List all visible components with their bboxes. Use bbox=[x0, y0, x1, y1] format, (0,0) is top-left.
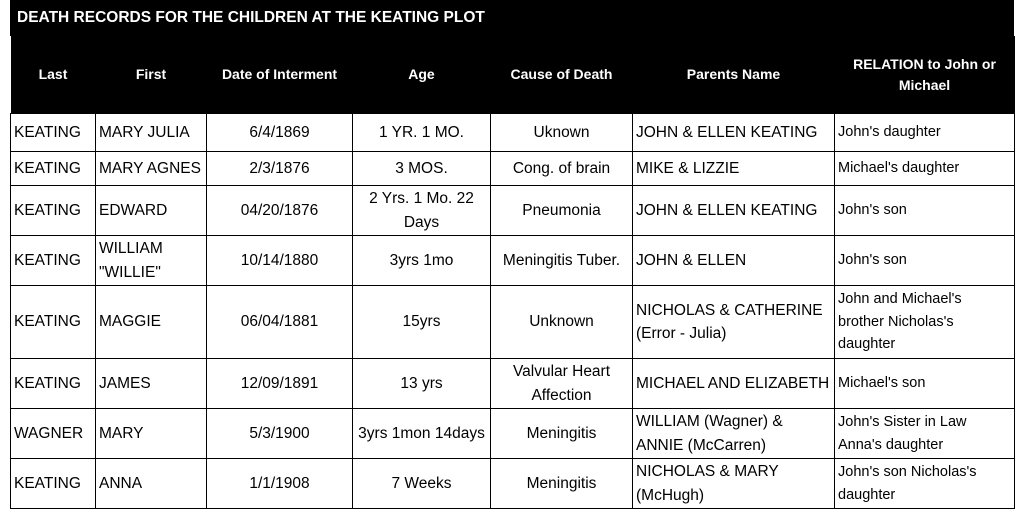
cell-relation: John's son Nicholas's daughter bbox=[835, 459, 1015, 509]
cell-date: 6/4/1869 bbox=[207, 114, 353, 152]
cell-last: KEATING bbox=[11, 114, 96, 152]
cell-first: ANNA bbox=[96, 459, 207, 509]
column-header-last: Last bbox=[11, 36, 96, 114]
table-row bbox=[11, 359, 1015, 409]
cell-age: 15yrs bbox=[353, 286, 491, 359]
cell-last: KEATING bbox=[11, 186, 96, 236]
table-row bbox=[11, 286, 1015, 359]
cell-last: KEATING bbox=[11, 286, 96, 359]
cell-date: 10/14/1880 bbox=[207, 236, 353, 286]
cell-relation: John and Michael's brother Nicholas's daughter bbox=[835, 286, 1015, 359]
cell-cause: Pneumonia bbox=[491, 186, 633, 236]
cell-first: WILLIAM "WILLIE" bbox=[96, 236, 207, 286]
cell-first: MARY AGNES bbox=[96, 152, 207, 186]
cell-relation: Michael's daughter bbox=[835, 152, 1015, 186]
records-table bbox=[10, 36, 1015, 509]
cell-date: 5/3/1900 bbox=[207, 409, 353, 459]
cell-age: 3yrs 1mo bbox=[353, 236, 491, 286]
cell-first: MARY bbox=[96, 409, 207, 459]
cell-age: 7 Weeks bbox=[353, 459, 491, 509]
cell-last: KEATING bbox=[11, 459, 96, 509]
cell-relation: John's son bbox=[835, 236, 1015, 286]
column-header-first: First bbox=[96, 36, 207, 114]
cell-relation: John's Sister in Law Anna's daughter bbox=[835, 409, 1015, 459]
cell-age: 3 MOS. bbox=[353, 152, 491, 186]
table-row bbox=[11, 186, 1015, 236]
cell-cause: Meningitis bbox=[491, 409, 633, 459]
cell-age: 3yrs 1mon 14days bbox=[353, 409, 491, 459]
cell-parents: WILLIAM (Wagner) & ANNIE (McCarren) bbox=[633, 409, 835, 459]
cell-cause: Cong. of brain bbox=[491, 152, 633, 186]
cell-cause: Meningitis bbox=[491, 459, 633, 509]
cell-first: EDWARD bbox=[96, 186, 207, 236]
cell-cause: Uknown bbox=[491, 114, 633, 152]
cell-parents: NICHOLAS & MARY (McHugh) bbox=[633, 459, 835, 509]
cell-first: MARY JULIA bbox=[96, 114, 207, 152]
cell-first: MAGGIE bbox=[96, 286, 207, 359]
cell-parents: MIKE & LIZZIE bbox=[633, 152, 835, 186]
cell-date: 1/1/1908 bbox=[207, 459, 353, 509]
cell-date: 04/20/1876 bbox=[207, 186, 353, 236]
cell-first: JAMES bbox=[96, 359, 207, 409]
table-row bbox=[11, 409, 1015, 459]
table-row bbox=[11, 114, 1015, 152]
cell-age: 13 yrs bbox=[353, 359, 491, 409]
cell-age: 1 YR. 1 MO. bbox=[353, 114, 491, 152]
cell-parents: MICHAEL AND ELIZABETH bbox=[633, 359, 835, 409]
cell-parents: JOHN & ELLEN KEATING bbox=[633, 114, 835, 152]
sheet-title: DEATH RECORDS FOR THE CHILDREN AT THE KEATING PLOT bbox=[10, 0, 1014, 36]
cell-last: KEATING bbox=[11, 236, 96, 286]
column-header-relation: RELATION to John or Michael bbox=[835, 36, 1015, 114]
cell-date: 12/09/1891 bbox=[207, 359, 353, 409]
cell-cause: Unknown bbox=[491, 286, 633, 359]
cell-last: WAGNER bbox=[11, 409, 96, 459]
table-row bbox=[11, 236, 1015, 286]
cell-cause: Meningitis Tuber. bbox=[491, 236, 633, 286]
table-row bbox=[11, 152, 1015, 186]
cell-age: 2 Yrs. 1 Mo. 22 Days bbox=[353, 186, 491, 236]
cell-parents: JOHN & ELLEN KEATING bbox=[633, 186, 835, 236]
table-row bbox=[11, 459, 1015, 509]
column-header-date: Date of Interment bbox=[207, 36, 353, 114]
cell-last: KEATING bbox=[11, 359, 96, 409]
column-header-parents: Parents Name bbox=[633, 36, 835, 114]
cell-date: 2/3/1876 bbox=[207, 152, 353, 186]
cell-last: KEATING bbox=[11, 152, 96, 186]
cell-relation: John's daughter bbox=[835, 114, 1015, 152]
cell-relation: John's son bbox=[835, 186, 1015, 236]
column-header-age: Age bbox=[353, 36, 491, 114]
column-header-cause: Cause of Death bbox=[491, 36, 633, 114]
cell-relation: Michael's son bbox=[835, 359, 1015, 409]
death-records-sheet bbox=[10, 0, 1014, 509]
cell-parents: JOHN & ELLEN bbox=[633, 236, 835, 286]
cell-cause: Valvular Heart Affection bbox=[491, 359, 633, 409]
header-row bbox=[11, 36, 1015, 114]
cell-date: 06/04/1881 bbox=[207, 286, 353, 359]
cell-parents: NICHOLAS & CATHERINE (Error - Julia) bbox=[633, 286, 835, 359]
